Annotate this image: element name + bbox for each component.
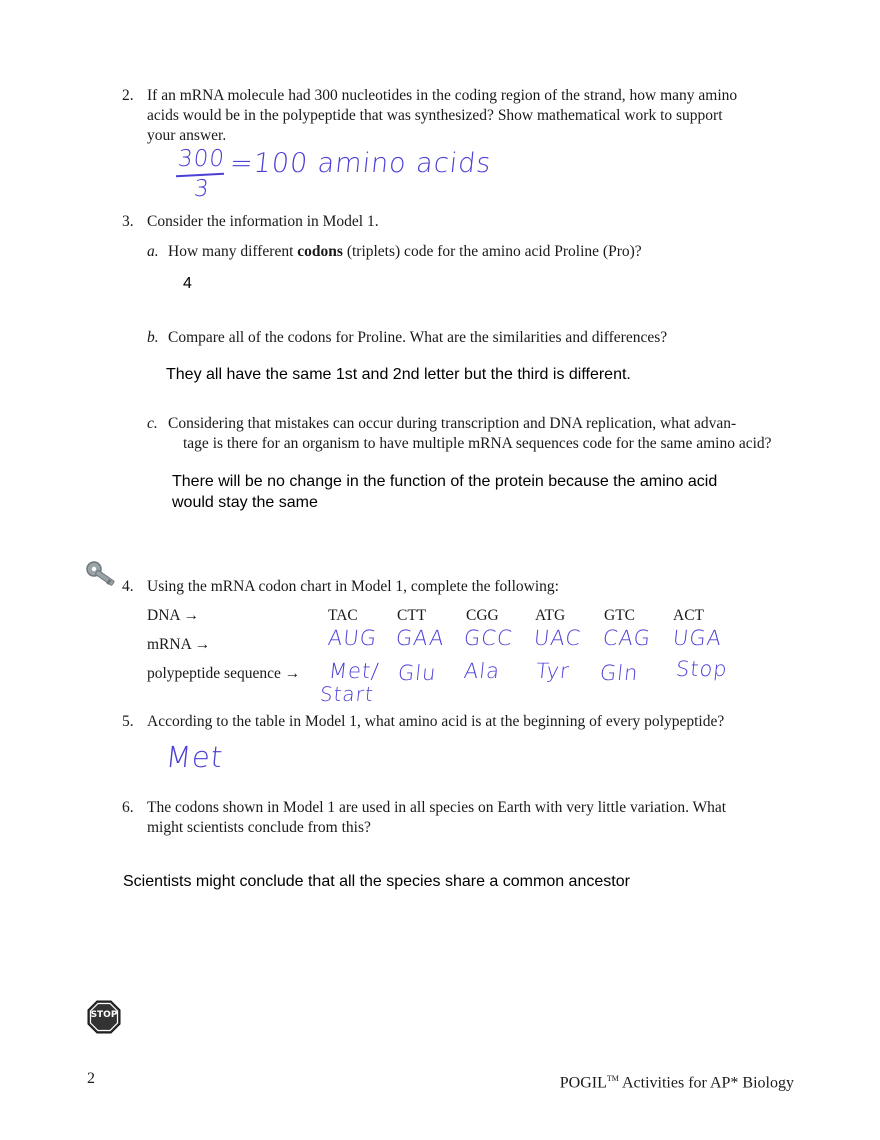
mrna-codon-2: GAA [394, 626, 446, 650]
question-3-number: 3. [122, 213, 134, 230]
stop-sign-label: STOP [90, 1010, 118, 1020]
stop-sign-icon [87, 1000, 121, 1034]
question-3-text: Consider the information in Model 1. [147, 213, 379, 230]
polypeptide-6: Stop [674, 657, 730, 681]
question-3c-letter: c. [147, 415, 158, 432]
question-4-text: Using the mRNA codon chart in Model 1, complete the following: [147, 578, 559, 595]
mrna-codon-6: UGA [671, 626, 724, 650]
question-5-answer: Met [164, 740, 226, 774]
mrna-row-label: mRNA → [147, 636, 211, 653]
question-3b-letter: b. [147, 329, 159, 346]
dna-codon-3: CGG [466, 607, 499, 624]
mrna-codon-3: GCC [462, 626, 514, 650]
dna-codon-5: GTC [604, 607, 635, 624]
question-6-line2: might scientists conclude from this? [147, 819, 371, 836]
question-3c-answer-line2: would stay the same [172, 494, 318, 511]
question-3c-answer-line1: There will be no change in the function of the protein because the amino acid [172, 473, 718, 490]
polypeptide-2: Glu [396, 661, 438, 685]
question-5-text: According to the table in Model 1, what amino acid is at the beginning of every polypeptide? [147, 713, 725, 730]
q2-answer-text: =100 amino acids [228, 148, 494, 179]
question-3b-text: Compare all of the codons for Proline. What are the similarities and differences? [168, 329, 668, 346]
question-5-number: 5. [122, 713, 134, 730]
dna-row-label: DNA → [147, 607, 200, 624]
key-icon [84, 560, 122, 590]
footer-title: POGIL™ Activities for AP* Biology [559, 1074, 794, 1092]
mrna-codon-5: CAG [601, 626, 653, 650]
dna-codon-4: ATG [535, 607, 566, 624]
question-2-line1: If an mRNA molecule had 300 nucleotides in the coding region of the strand, how many amino [147, 87, 738, 104]
question-2-line2: acids would be in the polypeptide that was synthesized? Show mathematical work to support [147, 107, 723, 124]
question-2-number: 2. [122, 87, 134, 104]
question-3c-line2: tage is there for an organism to have multiple mRNA sequences code for the same amino acid? [183, 435, 772, 452]
mrna-codon-4: UAC [532, 626, 583, 650]
question-6-line1: The codons shown in Model 1 are used in all species on Earth with very little variation. What [147, 799, 727, 816]
polypeptide-5: Gln [598, 661, 640, 685]
polypeptide-3: Ala [462, 659, 502, 683]
page-number: 2 [87, 1070, 95, 1087]
question-3b-answer: They all have the same 1st and 2nd letter but the third is different. [166, 366, 631, 383]
question-6-number: 6. [122, 799, 134, 816]
polypeptide-1: Met/ [327, 659, 381, 683]
polypeptide-1-start: Start [318, 682, 376, 706]
question-3a-answer: 4 [183, 275, 192, 292]
polypeptide-row-label: polypeptide sequence → [147, 665, 301, 682]
question-3c-line1: Considering that mistakes can occur during transcription and DNA replication, what advan- [168, 415, 737, 432]
question-6-answer: Scientists might conclude that all the species share a common ancestor [123, 873, 630, 890]
dna-codon-1: TAC [328, 607, 358, 624]
question-3a-text: How many different codons (triplets) code for the amino acid Proline (Pro)? [168, 243, 642, 260]
question-2-line3: your answer. [147, 127, 227, 144]
q2-answer-denominator: 3 [192, 176, 212, 202]
dna-codon-2: CTT [397, 607, 427, 624]
polypeptide-4: Tyr [534, 659, 571, 683]
question-3a-letter: a. [147, 243, 159, 260]
q2-answer-numerator: 300 [176, 146, 227, 172]
question-4-number: 4. [122, 578, 134, 595]
dna-codon-6: ACT [673, 607, 704, 624]
mrna-codon-1: AUG [326, 626, 379, 650]
